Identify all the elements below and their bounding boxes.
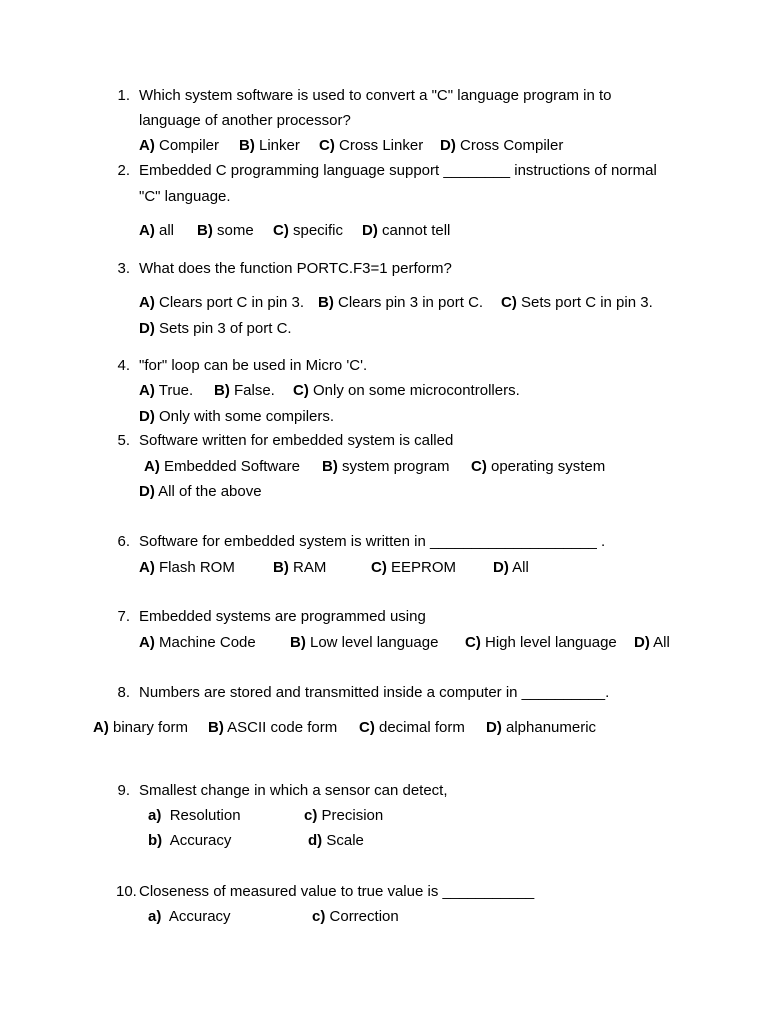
option-d: d) Scale — [308, 832, 364, 849]
option-d: D) Only with some compilers. — [139, 408, 335, 425]
option-b: B) False. — [214, 382, 275, 399]
option-b: b) Accuracy — [148, 832, 232, 849]
option-c: C) High level language — [465, 634, 617, 651]
option-c: C) Only on some microcontrollers. — [293, 382, 520, 399]
question-number: 7. — [117, 608, 130, 625]
question-text: "for" loop can be used in Micro 'C'. — [139, 357, 368, 374]
option-b: B) some — [197, 222, 254, 239]
option-c: c) Precision — [304, 807, 384, 824]
option-b: B) RAM — [273, 559, 327, 576]
option-c: c) Correction — [312, 908, 399, 925]
question-number: 10. — [116, 883, 137, 900]
question-text: Which system software is used to convert a "C" language program in to — [139, 87, 612, 104]
option-a: a) Resolution — [148, 807, 241, 824]
question-number: 8. — [117, 684, 130, 701]
option-a: A) Flash ROM — [139, 559, 235, 576]
option-d: D) cannot tell — [362, 222, 451, 239]
option-b: B) Linker — [239, 137, 300, 154]
option-c: C) decimal form — [359, 719, 465, 736]
question-number: 1. — [117, 87, 130, 104]
question-number: 9. — [117, 782, 130, 799]
option-d: D) Sets pin 3 of port C. — [139, 320, 292, 337]
question-text: Smallest change in which a sensor can detect, — [139, 782, 448, 799]
option-d: D) All of the above — [139, 483, 262, 500]
question-text: Numbers are stored and transmitted inside a computer in __________. — [139, 684, 610, 701]
option-a: A) Clears port C in pin 3. — [139, 294, 305, 311]
question-number: 3. — [117, 260, 130, 277]
option-c: C) Cross Linker — [319, 137, 424, 154]
option-c: C) Sets port C in pin 3. — [501, 294, 653, 311]
question-text: Embedded systems are programmed using — [139, 608, 426, 625]
question-number: 4. — [117, 357, 130, 374]
option-a: A) Machine Code — [139, 634, 256, 651]
question-text: Closeness of measured value to true value is ___________ — [139, 883, 535, 900]
question-text: language of another processor? — [139, 112, 351, 129]
question-number: 5. — [117, 432, 130, 449]
option-a: A) all — [139, 222, 175, 239]
question-text: Software written for embedded system is called — [139, 432, 454, 449]
option-b: B) Low level language — [290, 634, 439, 651]
option-d: D) All — [634, 634, 670, 651]
question-number: 6. — [117, 533, 130, 550]
option-c: C) specific — [273, 222, 344, 239]
option-a: A) Embedded Software — [144, 458, 300, 475]
question-number: 2. — [117, 162, 130, 179]
option-b: B) system program — [322, 458, 450, 475]
option-a: A) True. — [139, 382, 194, 399]
question-text: Embedded C programming language support ________ instructions of normal — [139, 162, 657, 179]
option-d: D) All — [493, 559, 529, 576]
option-c: C) operating system — [471, 458, 606, 475]
option-a: a) Accuracy — [148, 908, 231, 925]
option-d: D) alphanumeric — [486, 719, 597, 736]
question-text: What does the function PORTC.F3=1 perform? — [139, 260, 452, 277]
option-a: A) Compiler — [139, 137, 220, 154]
option-b: B) ASCII code form — [208, 719, 338, 736]
option-b: B) Clears pin 3 in port C. — [318, 294, 484, 311]
option-a: A) binary form — [93, 719, 189, 736]
option-c: C) EEPROM — [371, 559, 457, 576]
option-d: D) Cross Compiler — [440, 137, 564, 154]
question-text: Software for embedded system is written in ____________________ . — [139, 533, 606, 550]
question-text: "C" language. — [139, 188, 231, 205]
